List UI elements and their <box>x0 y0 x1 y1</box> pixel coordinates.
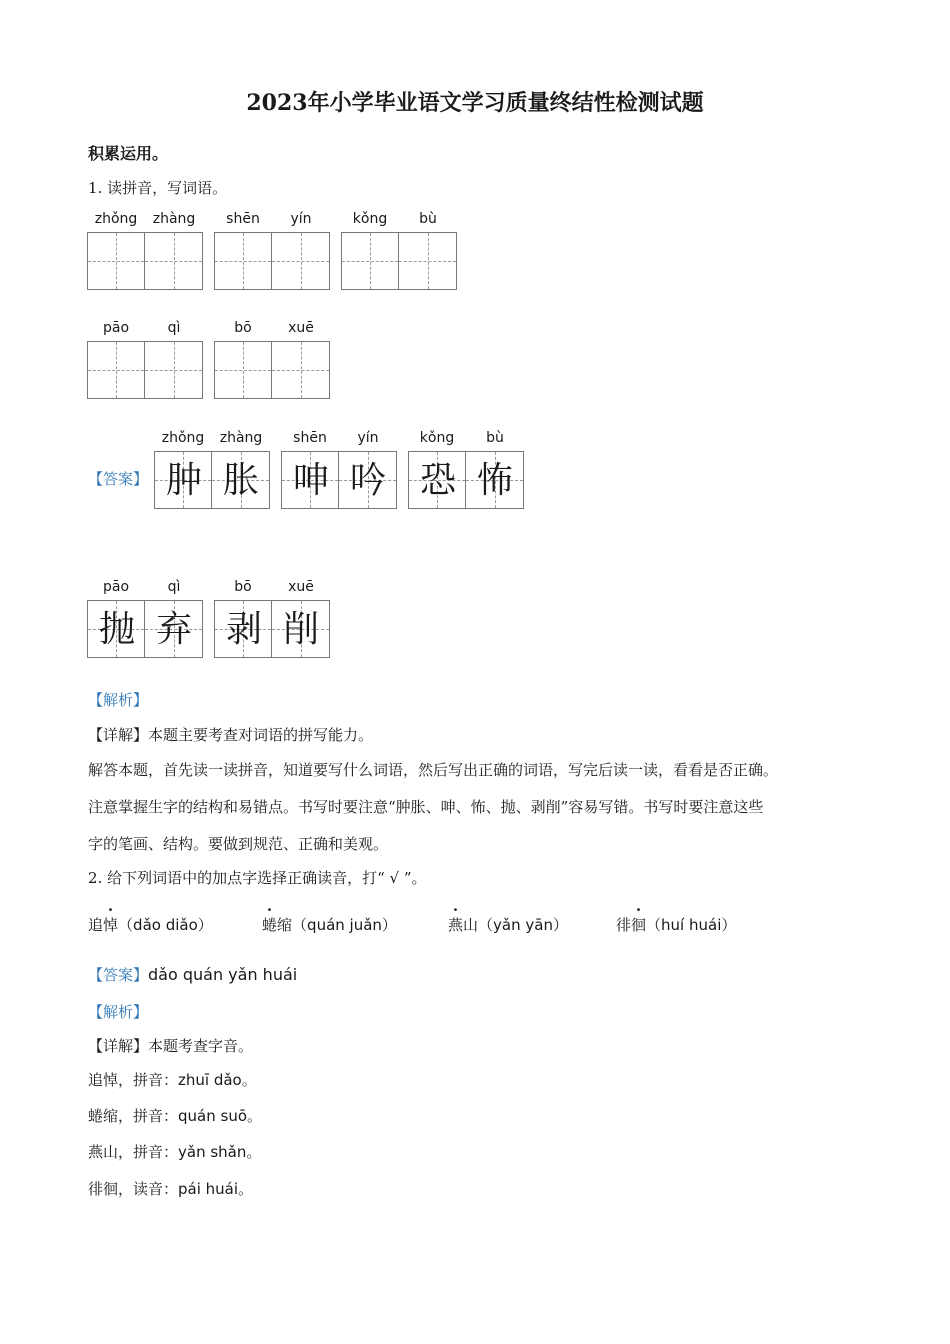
dotted-char: 燕 <box>448 916 464 934</box>
pinyin-options[interactable]: quán juǎn <box>307 916 382 934</box>
pinyin: bō <box>234 320 252 336</box>
pinyin: xuē <box>288 320 314 336</box>
answer-char: 肿 <box>165 460 202 501</box>
pinyin: zhuī dǎo <box>178 1071 242 1089</box>
detail-line <box>88 724 373 745</box>
answer-cell <box>145 600 203 658</box>
answer-char: 恐 <box>419 460 456 501</box>
detail-text: 本题考查字音。 <box>148 1037 254 1055</box>
pinyin: kǒng <box>419 430 455 446</box>
word: 徘徊，读音： <box>88 1180 179 1198</box>
dotted-char: 徊 <box>631 916 647 934</box>
writing-cell[interactable] <box>87 341 145 399</box>
pinyin: qì <box>167 320 181 336</box>
writing-cell[interactable] <box>341 232 399 290</box>
detail-label: 【详解】 <box>88 1037 149 1055</box>
pinyin: shēn <box>293 430 327 446</box>
pinyin: shēn <box>226 211 260 227</box>
answer-label: 【答案】 <box>88 470 149 488</box>
pinyin-options[interactable]: yǎn yān <box>493 916 553 934</box>
answer-cell <box>154 451 212 509</box>
q2-item <box>616 914 736 935</box>
analysis-paragraph: 字的笔画、结构。要做到规范、正确和美观。 <box>88 835 389 853</box>
writing-cell[interactable] <box>272 232 330 290</box>
punct: 。 <box>241 1071 257 1089</box>
pinyin: bù <box>419 211 437 227</box>
pinyin: bù <box>486 430 504 446</box>
pinyin: zhàng <box>219 430 263 446</box>
detail-line <box>88 1035 253 1056</box>
pinyin: zhǒng <box>161 430 205 446</box>
pinyin: xuē <box>288 579 314 595</box>
paren: （ <box>292 916 308 934</box>
answer-cell <box>87 600 145 658</box>
detail-label: 【详解】 <box>88 726 149 744</box>
word-char: 缩 <box>277 916 293 934</box>
pronunciation-line <box>88 1178 253 1199</box>
word-char: 山 <box>463 916 479 934</box>
dotted-char: 悼 <box>103 916 119 934</box>
paren: （ <box>478 916 494 934</box>
punct: 。 <box>246 1143 262 1161</box>
answer-cell <box>281 451 339 509</box>
answer-char: 吟 <box>349 460 386 501</box>
writing-cell[interactable] <box>214 341 272 399</box>
answer-cell <box>339 451 397 509</box>
paren: ） <box>197 916 213 934</box>
writing-cell[interactable] <box>87 232 145 290</box>
section-heading: 积累运用。 <box>88 144 169 163</box>
answer-char: 胀 <box>222 460 259 501</box>
detail-text: 本题主要考查对词语的拼写能力。 <box>148 726 374 744</box>
answer-cell <box>408 451 466 509</box>
pinyin: yín <box>290 211 312 227</box>
word: 蜷缩，拼音： <box>88 1107 179 1125</box>
q2-item <box>88 914 213 935</box>
paren: （ <box>118 916 134 934</box>
question-2-stem: 2. 给下列词语中的加点字选择正确读音，打“ √ ”。 <box>88 869 427 887</box>
pronunciation-line <box>88 1069 257 1090</box>
answer-cell <box>272 600 330 658</box>
writing-cell[interactable] <box>145 232 203 290</box>
answer-char: 抛 <box>98 609 135 650</box>
analysis-label: 【解析】 <box>88 691 149 709</box>
page-title: 2023年小学毕业语文学习质量终结性检测试题 <box>246 90 704 116</box>
pinyin: yǎn shǎn <box>178 1143 247 1161</box>
paren: ） <box>721 916 737 934</box>
paren: （ <box>646 916 662 934</box>
answer-text: dǎo quán yǎn huái <box>148 965 298 984</box>
answer-cell <box>466 451 524 509</box>
writing-cell[interactable] <box>145 341 203 399</box>
q2-item <box>448 914 568 935</box>
writing-cell[interactable] <box>399 232 457 290</box>
word: 追悼，拼音： <box>88 1071 179 1089</box>
pinyin: kǒng <box>352 211 388 227</box>
pinyin: pāo <box>102 579 130 595</box>
question-1-stem: 1. 读拼音，写词语。 <box>88 179 228 197</box>
writing-cell[interactable] <box>214 232 272 290</box>
writing-cell[interactable] <box>272 341 330 399</box>
punct: 。 <box>247 1107 263 1125</box>
q2-answer-line <box>88 964 297 985</box>
analysis-paragraph: 解答本题，首先读一读拼音，知道要写什么词语，然后写出正确的词语，写完后读一读，看看是否正确。 <box>88 761 779 779</box>
answer-char: 呻 <box>292 460 329 501</box>
dotted-char: 蜷 <box>262 916 278 934</box>
pinyin: quán suō <box>178 1107 248 1125</box>
pinyin: pái huái <box>178 1180 239 1198</box>
pinyin: yín <box>357 430 379 446</box>
answer-cell <box>212 451 270 509</box>
pinyin-options[interactable]: huí huái <box>661 916 722 934</box>
pinyin: pāo <box>102 320 130 336</box>
word-char: 徘 <box>616 916 632 934</box>
paren: ） <box>552 916 568 934</box>
word: 燕山，拼音： <box>88 1143 179 1161</box>
word-char: 追 <box>88 916 104 934</box>
answer-label: 【答案】 <box>88 966 149 984</box>
pinyin: zhàng <box>152 211 196 227</box>
punct: 。 <box>238 1180 254 1198</box>
pinyin: qì <box>167 579 181 595</box>
analysis-label: 【解析】 <box>88 1003 149 1021</box>
q2-item <box>262 914 397 935</box>
paren: ） <box>381 916 397 934</box>
pinyin: zhǒng <box>94 211 138 227</box>
pronunciation-line <box>88 1105 262 1126</box>
answer-cell <box>214 600 272 658</box>
answer-char: 剥 <box>225 609 262 650</box>
pinyin: bō <box>234 579 252 595</box>
answer-char: 怖 <box>476 460 513 501</box>
pinyin-options[interactable]: dǎo diǎo <box>133 916 198 934</box>
answer-char: 弃 <box>155 609 192 650</box>
pronunciation-line <box>88 1141 261 1162</box>
answer-char: 削 <box>282 609 319 650</box>
analysis-paragraph: 注意掌握生字的结构和易错点。书写时要注意“肿胀、呻、怖、抛、剥削”容易写错。书写时要注意这些 <box>88 798 764 816</box>
